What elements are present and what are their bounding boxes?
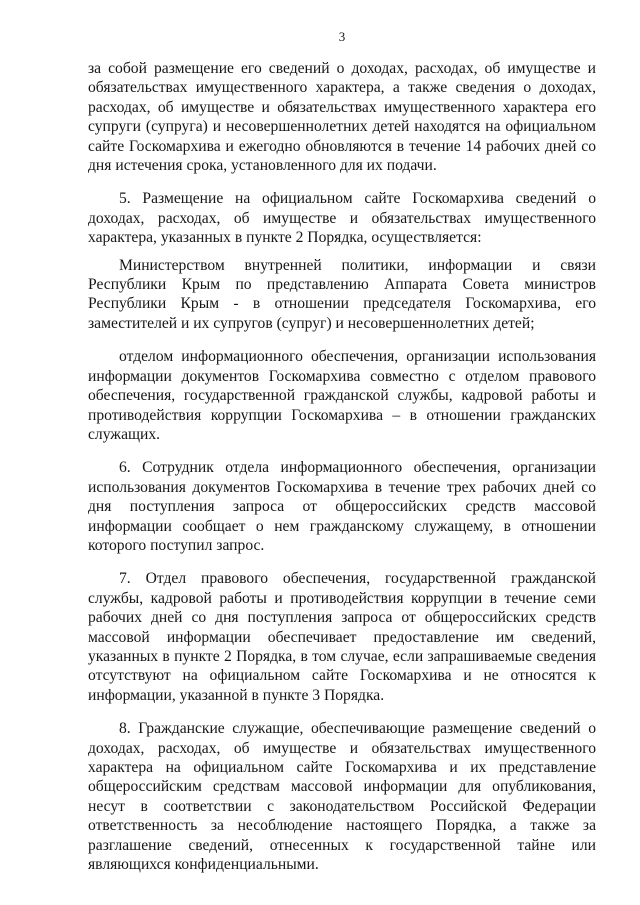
- paragraph-item-5-department: отделом информационного обеспечения, организации использования информации документов Госкомархива совместно с отделом правового обеспечения, государственной гражданской службы, кадровой работы и противодействия коррупции Госкомархива – в отношении гражданских служащих.: [88, 348, 596, 443]
- document-page: [88, 0, 596, 905]
- document-body: [88, 59, 596, 874]
- paragraph-item-8: 8. Гражданские служащие, обеспечивающие размещение сведений о доходах, расходах, об имуществе и обязательствах имущественного характера на официальном сайте Госкомархива и их представление общероссийским средствам массовой информации для опубликования, несут в соответствии с законодательством Российской Федерации ответственность за несоблюдение настоящего Порядка, а также за разглашение сведений, отнесенных к государственной тайне или являющихся конфиденциальными.: [88, 720, 596, 874]
- paragraph-item-7: 7. Отдел правового обеспечения, государственной гражданской службы, кадровой работы и противодействия коррупции в течение семи рабочих дней со дня поступления запроса от общероссийских средств массовой информации обеспечивает предоставление им сведений, указанных в пункте 2 Порядка, в том случае, если запрашиваемые сведения отсутствуют на официальном сайте Госкомархива и не относятся к информации, указанной в пункте 3 Порядка.: [88, 570, 596, 704]
- paragraph-continuation: за собой размещение его сведений о доходах, расходах, об имуществе и обязательствах имущественного характера, а также сведения о доходах, расходах, об имуществе и обязательствах имущественного характера его супруги (супруга) и несовершеннолетних детей находятся на официальном сайте Госкомархива и ежегодно обновляются в течение 14 рабочих дней со дня истечения срока, установленного для их подачи.: [88, 60, 596, 175]
- paragraph-item-6: 6. Сотрудник отдела информационного обеспечения, организации использования документов Госкомархива в течение трех рабочих дней со дня поступления запроса от общероссийских средств массовой информации сообщает о нем гражданскому служащему, в отношении которого поступил запрос.: [88, 459, 596, 554]
- page-number: 3: [338, 29, 346, 44]
- paragraph-item-5: 5. Размещение на официальном сайте Госкомархива сведений о доходах, расходах, об имуществе и обязательствах имущественного характера, указанных в пункте 2 Порядка, осуществляется:: [88, 190, 596, 247]
- paragraph-item-5-ministry: Министерством внутренней политики, информации и связи Республики Крым по представлению Аппарата Совета министров Республики Крым - в отношении председателя Госкомархива, его заместителей и их супругов (супруг) и несовершеннолетних детей;: [88, 256, 596, 332]
